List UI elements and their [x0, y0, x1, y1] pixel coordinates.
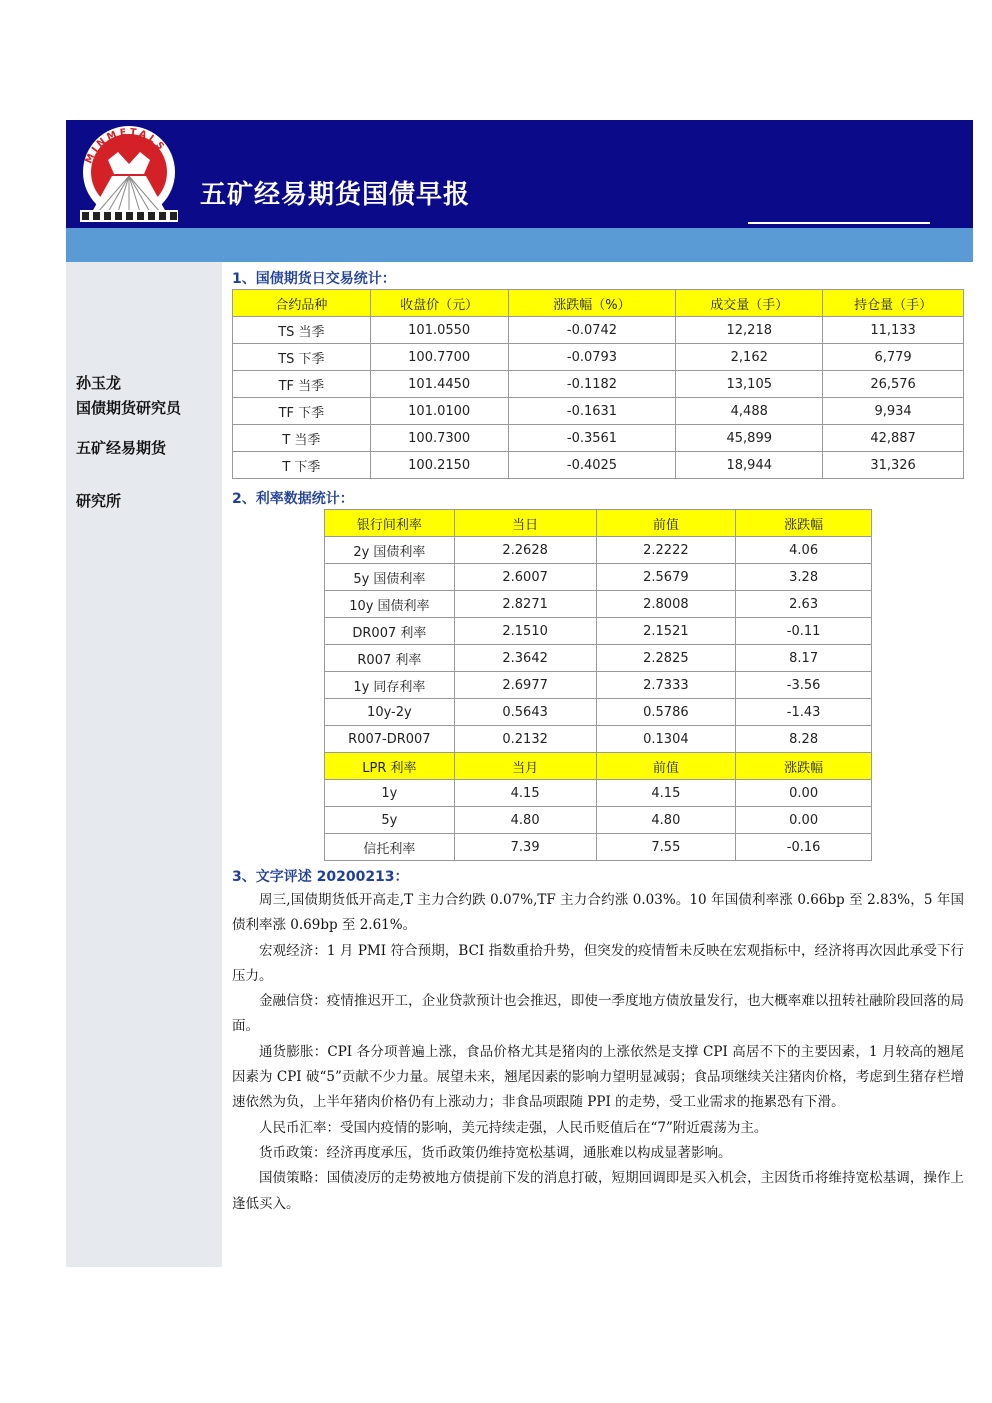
table-cell: 2.8008 [596, 591, 736, 618]
table-row [325, 537, 872, 564]
table-cell: 42,887 [823, 425, 964, 452]
table-cell: 4.80 [454, 807, 596, 834]
table-row [233, 425, 964, 452]
table-cell: TF 下季 [233, 398, 371, 425]
table-cell: -1.43 [736, 699, 872, 726]
header-cell: LPR 利率 [325, 753, 455, 780]
commentary-paragraph: 国债策略：国债凌厉的走势被地方债提前下发的消息打破，短期回调即是买入机会，主因货币将维持宽松基调，操作上逢低买入。 [232, 1170, 964, 1212]
section3-title: 3、文字评述 20200213： [232, 869, 409, 885]
table-cell: 4.15 [596, 780, 736, 807]
table-cell: 10y-2y [325, 699, 455, 726]
table-row [325, 699, 872, 726]
table-cell: 2,162 [676, 344, 823, 371]
table-row [325, 645, 872, 672]
table-cell: 2y 国债利率 [325, 537, 455, 564]
table-cell: -0.4025 [508, 452, 676, 479]
header-cell: 涨跌幅（%） [508, 290, 676, 317]
header-cell: 当日 [454, 510, 596, 537]
table-cell: 0.5786 [596, 699, 736, 726]
table-cell: -0.11 [736, 618, 872, 645]
table-row [233, 398, 964, 425]
page-title: 五矿经易期货国债早报 [200, 180, 471, 210]
table-cell: 0.00 [736, 780, 872, 807]
header-cell: 合约品种 [233, 290, 371, 317]
table-cell: 0.2132 [454, 726, 596, 753]
table-cell: 26,576 [823, 371, 964, 398]
table-cell: 4,488 [676, 398, 823, 425]
table-cell: 1y [325, 780, 455, 807]
table-cell: 7.55 [596, 834, 736, 861]
table-cell: 2.2222 [596, 537, 736, 564]
table-cell: 2.8271 [454, 591, 596, 618]
table-cell: T 当季 [233, 425, 371, 452]
table-cell: 2.1521 [596, 618, 736, 645]
header-underline [748, 222, 930, 224]
header-cell: 前值 [596, 510, 736, 537]
table-cell: 4.06 [736, 537, 872, 564]
table-cell: 2.63 [736, 591, 872, 618]
table-row [325, 726, 872, 753]
header-cell: 成交量（手） [676, 290, 823, 317]
table-cell: -0.1182 [508, 371, 676, 398]
table-cell: -0.3561 [508, 425, 676, 452]
table-cell: T 下季 [233, 452, 371, 479]
table-cell: TS 当季 [233, 317, 371, 344]
table-cell: R007 利率 [325, 645, 455, 672]
svg-text:MINMETALS: MINMETALS [83, 126, 168, 166]
table-cell: 2.7333 [596, 672, 736, 699]
table-row [325, 564, 872, 591]
table-header-row [233, 290, 964, 317]
lpr-header-row [325, 753, 872, 780]
table-cell: 11,133 [823, 317, 964, 344]
table-row [325, 672, 872, 699]
rate-data-table [324, 509, 872, 861]
table-cell: 4.80 [596, 807, 736, 834]
table-cell: 100.7700 [370, 344, 508, 371]
table-row [233, 344, 964, 371]
table-cell: 13,105 [676, 371, 823, 398]
section1-title: 1、国债期货日交易统计： [232, 271, 396, 287]
table-cell: 6,779 [823, 344, 964, 371]
author-role: 国债期货研究员 [76, 399, 182, 417]
header-cell: 前值 [596, 753, 736, 780]
table-row [325, 807, 872, 834]
table-cell: -0.0793 [508, 344, 676, 371]
table-cell: 8.17 [736, 645, 872, 672]
table-cell: R007-DR007 [325, 726, 455, 753]
table-cell: DR007 利率 [325, 618, 455, 645]
table-cell: -0.1631 [508, 398, 676, 425]
table-cell: 10y 国债利率 [325, 591, 455, 618]
table-cell: -3.56 [736, 672, 872, 699]
table-cell: 2.6007 [454, 564, 596, 591]
table-cell: 3.28 [736, 564, 872, 591]
table-cell: 45,899 [676, 425, 823, 452]
header-cell: 持仓量（手） [823, 290, 964, 317]
table-cell: 5y [325, 807, 455, 834]
table-cell: 100.7300 [370, 425, 508, 452]
table-cell: 信托利率 [325, 834, 455, 861]
header-cell: 收盘价（元） [370, 290, 508, 317]
table-cell: 0.00 [736, 807, 872, 834]
table-cell: 101.4450 [370, 371, 508, 398]
commentary-paragraph: 人民币汇率：受国内疫情的影响，美元持续走强，人民币贬值后在“7”附近震荡为主。 [259, 1119, 768, 1136]
table-cell: 2.2628 [454, 537, 596, 564]
table-cell: -0.0742 [508, 317, 676, 344]
header-cell: 涨跌幅 [736, 510, 872, 537]
table-cell: -0.16 [736, 834, 872, 861]
table-cell: TF 当季 [233, 371, 371, 398]
minmetals-logo [78, 124, 180, 222]
table-row [325, 591, 872, 618]
commentary [232, 888, 964, 1217]
table-cell: 1y 同存利率 [325, 672, 455, 699]
table-cell: 2.6977 [454, 672, 596, 699]
table-row [325, 834, 872, 861]
table-cell: 18,944 [676, 452, 823, 479]
table-row [233, 452, 964, 479]
table-header-row [325, 510, 872, 537]
company-name: 五矿经易期货 [76, 439, 167, 457]
table-cell: 8.28 [736, 726, 872, 753]
header-cell: 涨跌幅 [736, 753, 872, 780]
table-row [325, 780, 872, 807]
table-cell: 2.1510 [454, 618, 596, 645]
table-row [233, 371, 964, 398]
table-cell: 2.3642 [454, 645, 596, 672]
section2-title: 2、利率数据统计： [232, 491, 354, 507]
table-cell: 9,934 [823, 398, 964, 425]
table-cell: 2.5679 [596, 564, 736, 591]
table-cell: 31,326 [823, 452, 964, 479]
table-cell: 4.15 [454, 780, 596, 807]
commentary-paragraph: 货币政策：经济再度承压，货币政策仍维持宽松基调，通胀难以构成显著影响。 [259, 1144, 732, 1161]
header-cell: 当月 [454, 753, 596, 780]
commentary-paragraph: 金融信贷：疫情推迟开工，企业贷款预计也会推迟，即使一季度地方债放量发行，也大概率难以扭转社融阶段回落的局面。 [232, 993, 964, 1035]
table-cell: 7.39 [454, 834, 596, 861]
table-cell: 101.0550 [370, 317, 508, 344]
table-cell: 2.2825 [596, 645, 736, 672]
table-cell: 0.1304 [596, 726, 736, 753]
table-cell: TS 下季 [233, 344, 371, 371]
table-cell: 5y 国债利率 [325, 564, 455, 591]
department: 研究所 [76, 492, 122, 510]
header-band [66, 228, 973, 262]
table-cell: 100.2150 [370, 452, 508, 479]
table-cell: 12,218 [676, 317, 823, 344]
table-row [233, 317, 964, 344]
futures-trading-table [232, 289, 964, 479]
header-cell: 银行间利率 [325, 510, 455, 537]
table-row [325, 618, 872, 645]
commentary-paragraph: 通货膨胀：CPI 各分项普遍上涨，食品价格尤其是猪肉的上涨依然是支撑 CPI 高居不下的主要因素，1 月较高的翘尾因素为 CPI 破“5”贡献不少力量。展望未来，翘尾因素的影响力望明显减弱；食品项继续关注猪肉价格，考虑到生猪存栏增速依然为负，上半年猪肉价格仍有上涨动力；非食品项跟随 PPI 的走势，受工业需求的拖累恐有下滑。 [232, 1043, 964, 1111]
author-name: 孙玉龙 [76, 374, 122, 392]
commentary-paragraph: 宏观经济：1 月 PMI 符合预期，BCI 指数重拾升势，但突发的疫情暂未反映在宏观指标中，经济将再次因此承受下行压力。 [232, 942, 964, 984]
table-cell: 0.5643 [454, 699, 596, 726]
commentary-paragraph: 周三,国债期货低开高走,T 主力合约跌 0.07%,TF 主力合约涨 0.03%。10 年国债利率涨 0.66bp 至 2.83%，5 年国债利率涨 0.69bp 至 2.61%。 [232, 892, 964, 934]
table-cell: 101.0100 [370, 398, 508, 425]
